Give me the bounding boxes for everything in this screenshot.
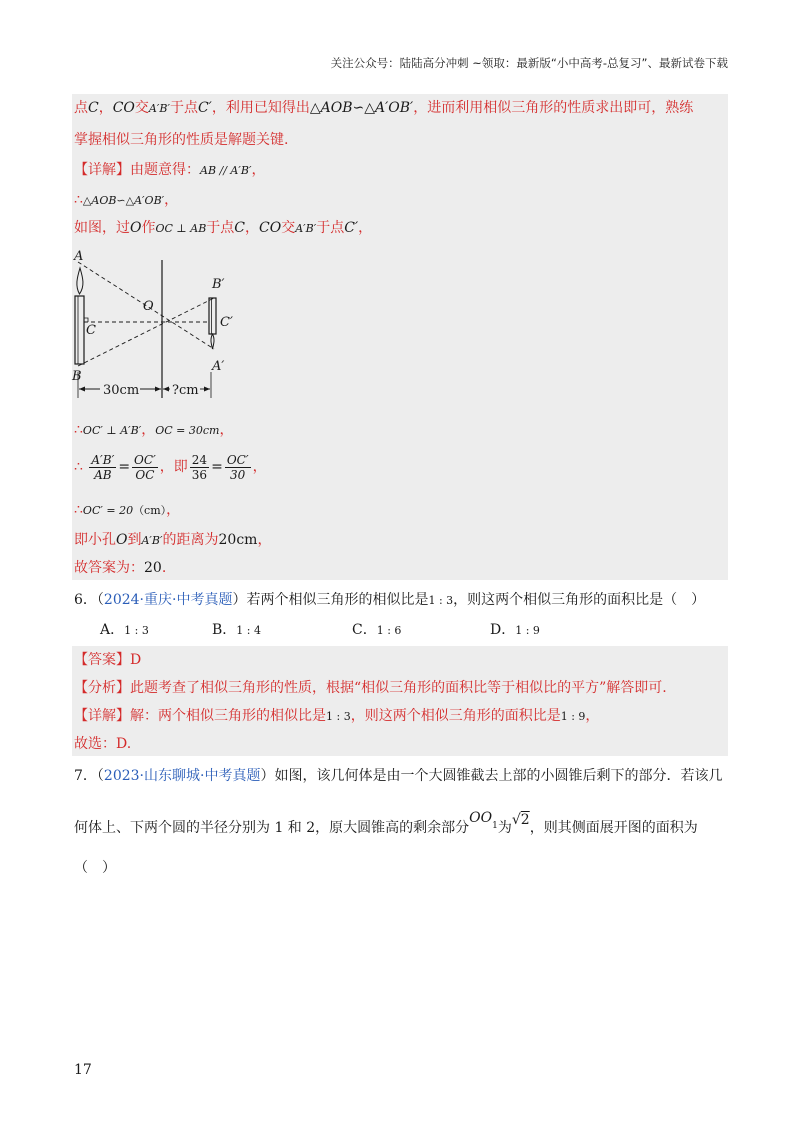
dimension-30cm: 30cm — [103, 383, 140, 398]
image-candle — [209, 298, 216, 334]
q6-analysis: 【分析】此题考查了相似三角形的性质，根据“相似三角形的面积比等于相似比的平方”解答即可. — [74, 680, 667, 696]
question-7-line-2: 何体上、下两个圆的半径分别为 1 和 2，原大圆锥高的剩余部分$OO^1$为√2，则其侧面展开图的面积为 — [74, 810, 698, 836]
detail-line-1: 【详解】由题意得：AB // A′B′， — [74, 162, 266, 178]
q6-choose: 故选：D. — [74, 736, 132, 752]
fraction-24-36: $\frac{24}{36}$ — [191, 452, 208, 482]
page-header: 关注公众号：陆陆高分冲刺 ~领取：最新版“小中高考-总复习”、最新试卷下载 — [330, 56, 728, 70]
fraction-oc-30: $\frac{OC'}{30}$ — [226, 452, 249, 482]
fraction-ab: $\frac{A'B'}{AB}$ — [91, 452, 115, 482]
q6-answer: 【答案】D — [74, 652, 142, 668]
solution-line-4: 即小孔O到A′B′的距离为20cm， — [74, 532, 272, 548]
dimension-unknown: ?cm — [172, 383, 199, 398]
label-C: C — [86, 323, 96, 338]
question-6: 6．（2024·重庆·中考真题）若两个相似三角形的相似比是1 : 3，则这两个相似三角形的面积比是（ ） — [74, 592, 706, 608]
q6-option-b[interactable]: B．1 : 4 — [212, 622, 261, 638]
q6-option-a[interactable]: A．1 : 3 — [100, 622, 149, 638]
question-7-line-1: 7．（2023·山东聊城·中考真题）如图，该几何体是由一个大圆锥截去上部的小圆锥后剩下的部分．若该几 — [74, 768, 723, 784]
label-O: O — [143, 299, 154, 314]
label-Cp: C′ — [220, 315, 233, 330]
fraction-oc: $\frac{OC'}{OC}$ — [134, 452, 156, 482]
q6-answer-highlight — [72, 646, 728, 756]
q6-detail: 【详解】解：两个相似三角形的相似比是1 : 3，则这两个相似三角形的面积比是1 : 9， — [74, 708, 600, 724]
detail-line-2: ∴△AOB∽△A′OB′， — [74, 192, 179, 208]
image-flame — [211, 334, 214, 349]
q6-option-c[interactable]: C．1 : 6 — [352, 622, 402, 638]
page-number: 17 — [74, 1062, 92, 1078]
label-Bp: B′ — [212, 277, 225, 292]
detail-line-3: 如图，过O作OC ⊥ AB于点C，CO交A′B′于点C′， — [74, 220, 373, 236]
candle-body — [75, 296, 84, 364]
analysis-line-2: 掌握相似三角形的性质是解题关键. — [74, 132, 289, 148]
solution-line-3: ∴OC′ = 20（cm）， — [74, 502, 181, 518]
analysis-line-1: 点C，CO交A′B′于点C′，利用已知得出△AOB∽△A′OB′，进而利用相似三角形的性质求出即可，熟练 — [74, 100, 694, 116]
pinhole-figure — [70, 248, 250, 420]
solution-line-2: ∴ $\frac{A'B'}{AB}$ = $\frac{OC'}{OC}$ ，即 $\frac{24}{36}$ = $\frac{OC'}{30}$ ， — [74, 452, 267, 482]
candle-flame — [77, 268, 83, 294]
q6-option-d[interactable]: D．1 : 9 — [490, 622, 540, 638]
solution-line-1: ∴OC′ ⊥ A′B′，OC = 30cm， — [74, 422, 234, 438]
label-A: A — [74, 249, 84, 264]
label-B: B — [72, 369, 82, 384]
question-7-line-3: （ ） — [74, 860, 116, 876]
solution-line-5: 故答案为：20. — [74, 560, 167, 576]
label-Ap: A′ — [212, 359, 225, 374]
